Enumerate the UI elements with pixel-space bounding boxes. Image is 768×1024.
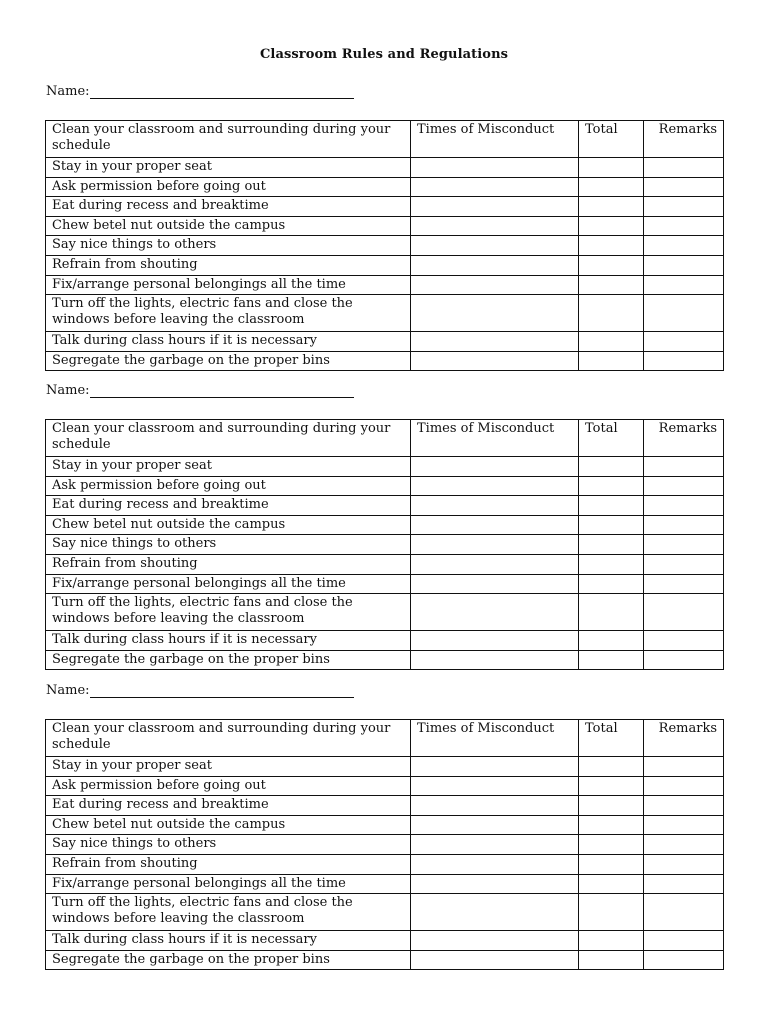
remarks-cell[interactable] — [644, 631, 724, 651]
remarks-cell[interactable] — [644, 535, 724, 555]
rule-cell: Say nice things to others — [46, 236, 411, 256]
rule-cell: Turn off the lights, electric fans and close the windows before leaving the classroom — [46, 894, 411, 931]
header-remarks: Remarks — [644, 420, 724, 457]
table-row — [46, 515, 724, 535]
table-row — [46, 158, 724, 178]
misconduct-cell[interactable] — [411, 255, 579, 275]
rule-cell: Say nice things to others — [46, 535, 411, 555]
name-underline[interactable] — [90, 383, 354, 398]
remarks-cell[interactable] — [644, 874, 724, 894]
remarks-cell[interactable] — [644, 496, 724, 516]
table-row — [46, 476, 724, 496]
table-row — [46, 874, 724, 894]
rule-cell: Turn off the lights, electric fans and close the windows before leaving the classroom — [46, 295, 411, 332]
total-cell[interactable] — [579, 496, 644, 516]
total-cell[interactable] — [579, 631, 644, 651]
misconduct-cell[interactable] — [411, 197, 579, 217]
rule-cell: Fix/arrange personal belongings all the time — [46, 574, 411, 594]
header-remarks: Remarks — [644, 720, 724, 757]
remarks-cell[interactable] — [644, 796, 724, 816]
total-cell[interactable] — [579, 332, 644, 352]
misconduct-cell[interactable] — [411, 776, 579, 796]
name-underline[interactable] — [90, 683, 354, 698]
rule-cell: Fix/arrange personal belongings all the time — [46, 275, 411, 295]
total-cell[interactable] — [579, 535, 644, 555]
rule-cell: Eat during recess and breaktime — [46, 796, 411, 816]
remarks-cell[interactable] — [644, 854, 724, 874]
remarks-cell[interactable] — [644, 476, 724, 496]
rule-cell: Ask permission before going out — [46, 776, 411, 796]
misconduct-cell[interactable] — [411, 275, 579, 295]
total-cell[interactable] — [579, 236, 644, 256]
rule-cell: Ask permission before going out — [46, 476, 411, 496]
table-row — [46, 650, 724, 670]
total-cell[interactable] — [579, 796, 644, 816]
total-cell[interactable] — [579, 950, 644, 970]
table-row — [46, 757, 724, 777]
table-row — [46, 835, 724, 855]
remarks-cell[interactable] — [644, 650, 724, 670]
rule-cell: Refrain from shouting — [46, 854, 411, 874]
misconduct-cell[interactable] — [411, 476, 579, 496]
total-cell[interactable] — [579, 874, 644, 894]
total-cell[interactable] — [579, 894, 644, 931]
remarks-cell[interactable] — [644, 216, 724, 236]
misconduct-cell[interactable] — [411, 351, 579, 371]
table-row — [46, 554, 724, 574]
table-row — [46, 720, 724, 757]
rule-cell: Segregate the garbage on the proper bins — [46, 650, 411, 670]
misconduct-cell[interactable] — [411, 295, 579, 332]
table-row — [46, 197, 724, 217]
remarks-cell[interactable] — [644, 332, 724, 352]
remarks-cell[interactable] — [644, 236, 724, 256]
misconduct-cell[interactable] — [411, 874, 579, 894]
total-cell[interactable] — [579, 255, 644, 275]
header-misconduct: Times of Misconduct — [411, 720, 579, 757]
remarks-cell[interactable] — [644, 594, 724, 631]
remarks-cell[interactable] — [644, 757, 724, 777]
rule-cell: Segregate the garbage on the proper bins — [46, 351, 411, 371]
remarks-cell[interactable] — [644, 574, 724, 594]
total-cell[interactable] — [579, 650, 644, 670]
misconduct-cell[interactable] — [411, 894, 579, 931]
misconduct-cell[interactable] — [411, 554, 579, 574]
misconduct-cell[interactable] — [411, 216, 579, 236]
remarks-cell[interactable] — [644, 255, 724, 275]
remarks-cell[interactable] — [644, 835, 724, 855]
remarks-cell[interactable] — [644, 275, 724, 295]
rule-cell: Clean your classroom and surrounding during your schedule — [46, 121, 411, 158]
total-cell[interactable] — [579, 216, 644, 236]
total-cell[interactable] — [579, 197, 644, 217]
total-cell[interactable] — [579, 574, 644, 594]
remarks-cell[interactable] — [644, 931, 724, 951]
table-row — [46, 894, 724, 931]
name-label: Name: — [46, 383, 90, 398]
total-cell[interactable] — [579, 457, 644, 477]
misconduct-cell[interactable] — [411, 835, 579, 855]
header-misconduct: Times of Misconduct — [411, 420, 579, 457]
total-cell[interactable] — [579, 515, 644, 535]
header-total: Total — [579, 121, 644, 158]
remarks-cell[interactable] — [644, 950, 724, 970]
remarks-cell[interactable] — [644, 197, 724, 217]
misconduct-cell[interactable] — [411, 931, 579, 951]
name-field-3[interactable] — [46, 683, 354, 698]
misconduct-cell[interactable] — [411, 457, 579, 477]
table-row — [46, 332, 724, 352]
table-row — [46, 177, 724, 197]
table-row — [46, 815, 724, 835]
remarks-cell[interactable] — [644, 776, 724, 796]
rule-cell: Eat during recess and breaktime — [46, 496, 411, 516]
remarks-cell[interactable] — [644, 815, 724, 835]
table-row — [46, 931, 724, 951]
table-row — [46, 295, 724, 332]
name-label: Name: — [46, 84, 90, 99]
misconduct-cell[interactable] — [411, 496, 579, 516]
misconduct-cell[interactable] — [411, 535, 579, 555]
rules-table-2 — [45, 419, 724, 670]
total-cell[interactable] — [579, 177, 644, 197]
remarks-cell[interactable] — [644, 295, 724, 332]
rule-cell: Talk during class hours if it is necessary — [46, 631, 411, 651]
rule-cell: Say nice things to others — [46, 835, 411, 855]
name-field-1[interactable] — [46, 84, 354, 99]
table-row — [46, 457, 724, 477]
remarks-cell[interactable] — [644, 457, 724, 477]
header-total: Total — [579, 420, 644, 457]
name-underline[interactable] — [90, 84, 354, 99]
rule-cell: Fix/arrange personal belongings all the time — [46, 874, 411, 894]
rule-cell: Stay in your proper seat — [46, 158, 411, 178]
rule-cell: Refrain from shouting — [46, 554, 411, 574]
total-cell[interactable] — [579, 757, 644, 777]
table-row — [46, 631, 724, 651]
document-title: Classroom Rules and Regulations — [259, 47, 509, 62]
header-remarks: Remarks — [644, 121, 724, 158]
misconduct-cell[interactable] — [411, 515, 579, 535]
table-row — [46, 275, 724, 295]
table-row — [46, 255, 724, 275]
total-cell[interactable] — [579, 594, 644, 631]
header-total: Total — [579, 720, 644, 757]
total-cell[interactable] — [579, 351, 644, 371]
rule-cell: Chew betel nut outside the campus — [46, 515, 411, 535]
rule-cell: Talk during class hours if it is necessary — [46, 931, 411, 951]
rule-cell: Eat during recess and breaktime — [46, 197, 411, 217]
remarks-cell[interactable] — [644, 177, 724, 197]
table-row — [46, 216, 724, 236]
table-row — [46, 574, 724, 594]
rule-cell: Clean your classroom and surrounding during your schedule — [46, 420, 411, 457]
remarks-cell[interactable] — [644, 894, 724, 931]
total-cell[interactable] — [579, 275, 644, 295]
rule-cell: Stay in your proper seat — [46, 757, 411, 777]
rule-cell: Turn off the lights, electric fans and close the windows before leaving the classroom — [46, 594, 411, 631]
remarks-cell[interactable] — [644, 158, 724, 178]
total-cell[interactable] — [579, 835, 644, 855]
misconduct-cell[interactable] — [411, 332, 579, 352]
total-cell[interactable] — [579, 554, 644, 574]
total-cell[interactable] — [579, 295, 644, 332]
name-label: Name: — [46, 683, 90, 698]
misconduct-cell[interactable] — [411, 631, 579, 651]
misconduct-cell[interactable] — [411, 854, 579, 874]
table-row — [46, 496, 724, 516]
misconduct-cell[interactable] — [411, 757, 579, 777]
table-row — [46, 420, 724, 457]
table-row — [46, 236, 724, 256]
rules-table-1 — [45, 120, 724, 371]
table-row — [46, 535, 724, 555]
remarks-cell[interactable] — [644, 351, 724, 371]
rule-cell: Segregate the garbage on the proper bins — [46, 950, 411, 970]
total-cell[interactable] — [579, 815, 644, 835]
total-cell[interactable] — [579, 854, 644, 874]
misconduct-cell[interactable] — [411, 594, 579, 631]
name-field-2[interactable] — [46, 383, 354, 398]
total-cell[interactable] — [579, 931, 644, 951]
table-row — [46, 796, 724, 816]
table-row — [46, 950, 724, 970]
table-row — [46, 776, 724, 796]
total-cell[interactable] — [579, 776, 644, 796]
rule-cell: Ask permission before going out — [46, 177, 411, 197]
table-row — [46, 121, 724, 158]
misconduct-cell[interactable] — [411, 236, 579, 256]
rule-cell: Stay in your proper seat — [46, 457, 411, 477]
misconduct-cell[interactable] — [411, 177, 579, 197]
rule-cell: Talk during class hours if it is necessary — [46, 332, 411, 352]
rules-table-3 — [45, 719, 724, 970]
remarks-cell[interactable] — [644, 515, 724, 535]
total-cell[interactable] — [579, 158, 644, 178]
misconduct-cell[interactable] — [411, 574, 579, 594]
total-cell[interactable] — [579, 476, 644, 496]
rule-cell: Chew betel nut outside the campus — [46, 815, 411, 835]
rule-cell: Clean your classroom and surrounding during your schedule — [46, 720, 411, 757]
misconduct-cell[interactable] — [411, 650, 579, 670]
rule-cell: Chew betel nut outside the campus — [46, 216, 411, 236]
misconduct-cell[interactable] — [411, 815, 579, 835]
misconduct-cell[interactable] — [411, 796, 579, 816]
misconduct-cell[interactable] — [411, 158, 579, 178]
remarks-cell[interactable] — [644, 554, 724, 574]
rule-cell: Refrain from shouting — [46, 255, 411, 275]
table-row — [46, 594, 724, 631]
misconduct-cell[interactable] — [411, 950, 579, 970]
table-row — [46, 351, 724, 371]
table-row — [46, 854, 724, 874]
header-misconduct: Times of Misconduct — [411, 121, 579, 158]
